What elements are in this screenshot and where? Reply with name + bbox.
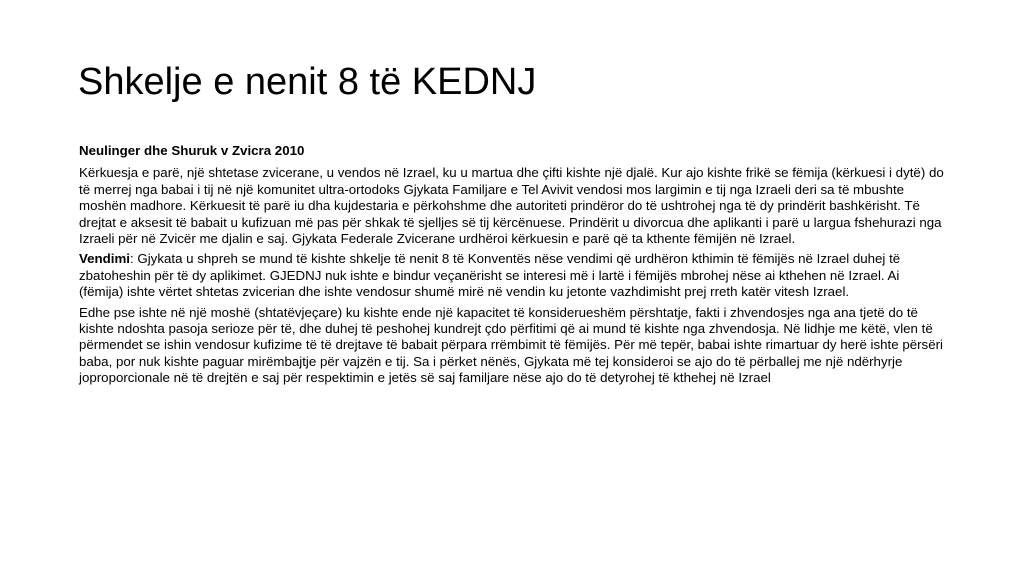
verdict-text: : Gjykata u shpreh se mund të kishte shkelje të nenit 8 të Konventës nëse vendimi që urdhëron kthimin të fëmijës në Izrael duhej të zbatoheshin për të dy aplikimet. GJEDNJ nuk ishte e bindur veçanërisht se interesi më i lartë i fëmijës mbrohej nëse ai kthehen në Izrael. Ai (fëmija) ishte vërtet shtetas zvicerian dhe ishte vendosur shumë mirë në vendin ku jetonte vazhdimisht prej rreth katër vitesh Izrael. xyxy=(79,251,901,300)
slide-content xyxy=(79,143,945,391)
case-facts-paragraph: Kërkuesja e parë, një shtetase zvicerane, u vendos në Izrael, ku u martua dhe çifti kishte një djalë. Kur ajo kishte frikë se fëmija (kërkuesi i dytë) do të merrej nga babai i tij në një komunitet ultra-ortodoks Gjykata Familjare e Tel Avivit vendosi mos largimin e tij nga Izraeli deri sa të mbushte moshën madhore. Kërkuesit të parë iu dha kujdestaria e përkohshme dhe autoriteti prindëror do të ushtrohej nga të dy prindërit bashkërisht. Të drejtat e aksesit të babait u kufizuan më pas për shkak të sjelljes së tij kërcënuese. Prindërit u divorcua dhe aplikanti i parë u largua fshehurazi nga Izraeli për në Zvicër me djalin e saj. Gjykata Federale Zvicerane urdhëroi kërkuesin e parë që ta kthente fëmijën në Izrael. xyxy=(79,165,944,247)
slide-title: Shkelje e nenit 8 të KEDNJ xyxy=(78,61,537,103)
verdict-paragraph xyxy=(79,251,945,300)
case-subtitle: Neulinger dhe Shuruk v Zvicra 2010 xyxy=(79,143,305,158)
reasoning-paragraph: Edhe pse ishte në një moshë (shtatëvjeçare) ku kishte ende një kapacitet të konsiderueshëm përshtatje, fakti i zhvendosjes nga ana tjetë do të kishte ndoshta pasoja serioze për të, dhe duhej të peshohej kundrejt çdo përfitimi që ai mund të kishte nga zhvendosja. Në lidhje me këtë, vlen të përmendet se ishin vendosur kufizime të të drejtave të babait përpara rrëmbimit të fëmijës. Për më tepër, babai ishte rimartuar dy herë ishte përsëri baba, por nuk kishte paguar mirëmbajtje për vajzën e tij. Sa i përket nënës, Gjykata më tej konsideroi se ajo do të përballej me një ndërhyrje joproporcionale në të drejtën e saj për respektimin e jetës së saj familjare nëse ajo do të detyrohej të kthehej në Izrael xyxy=(79,304,943,386)
verdict-label: Vendimi xyxy=(79,251,130,267)
